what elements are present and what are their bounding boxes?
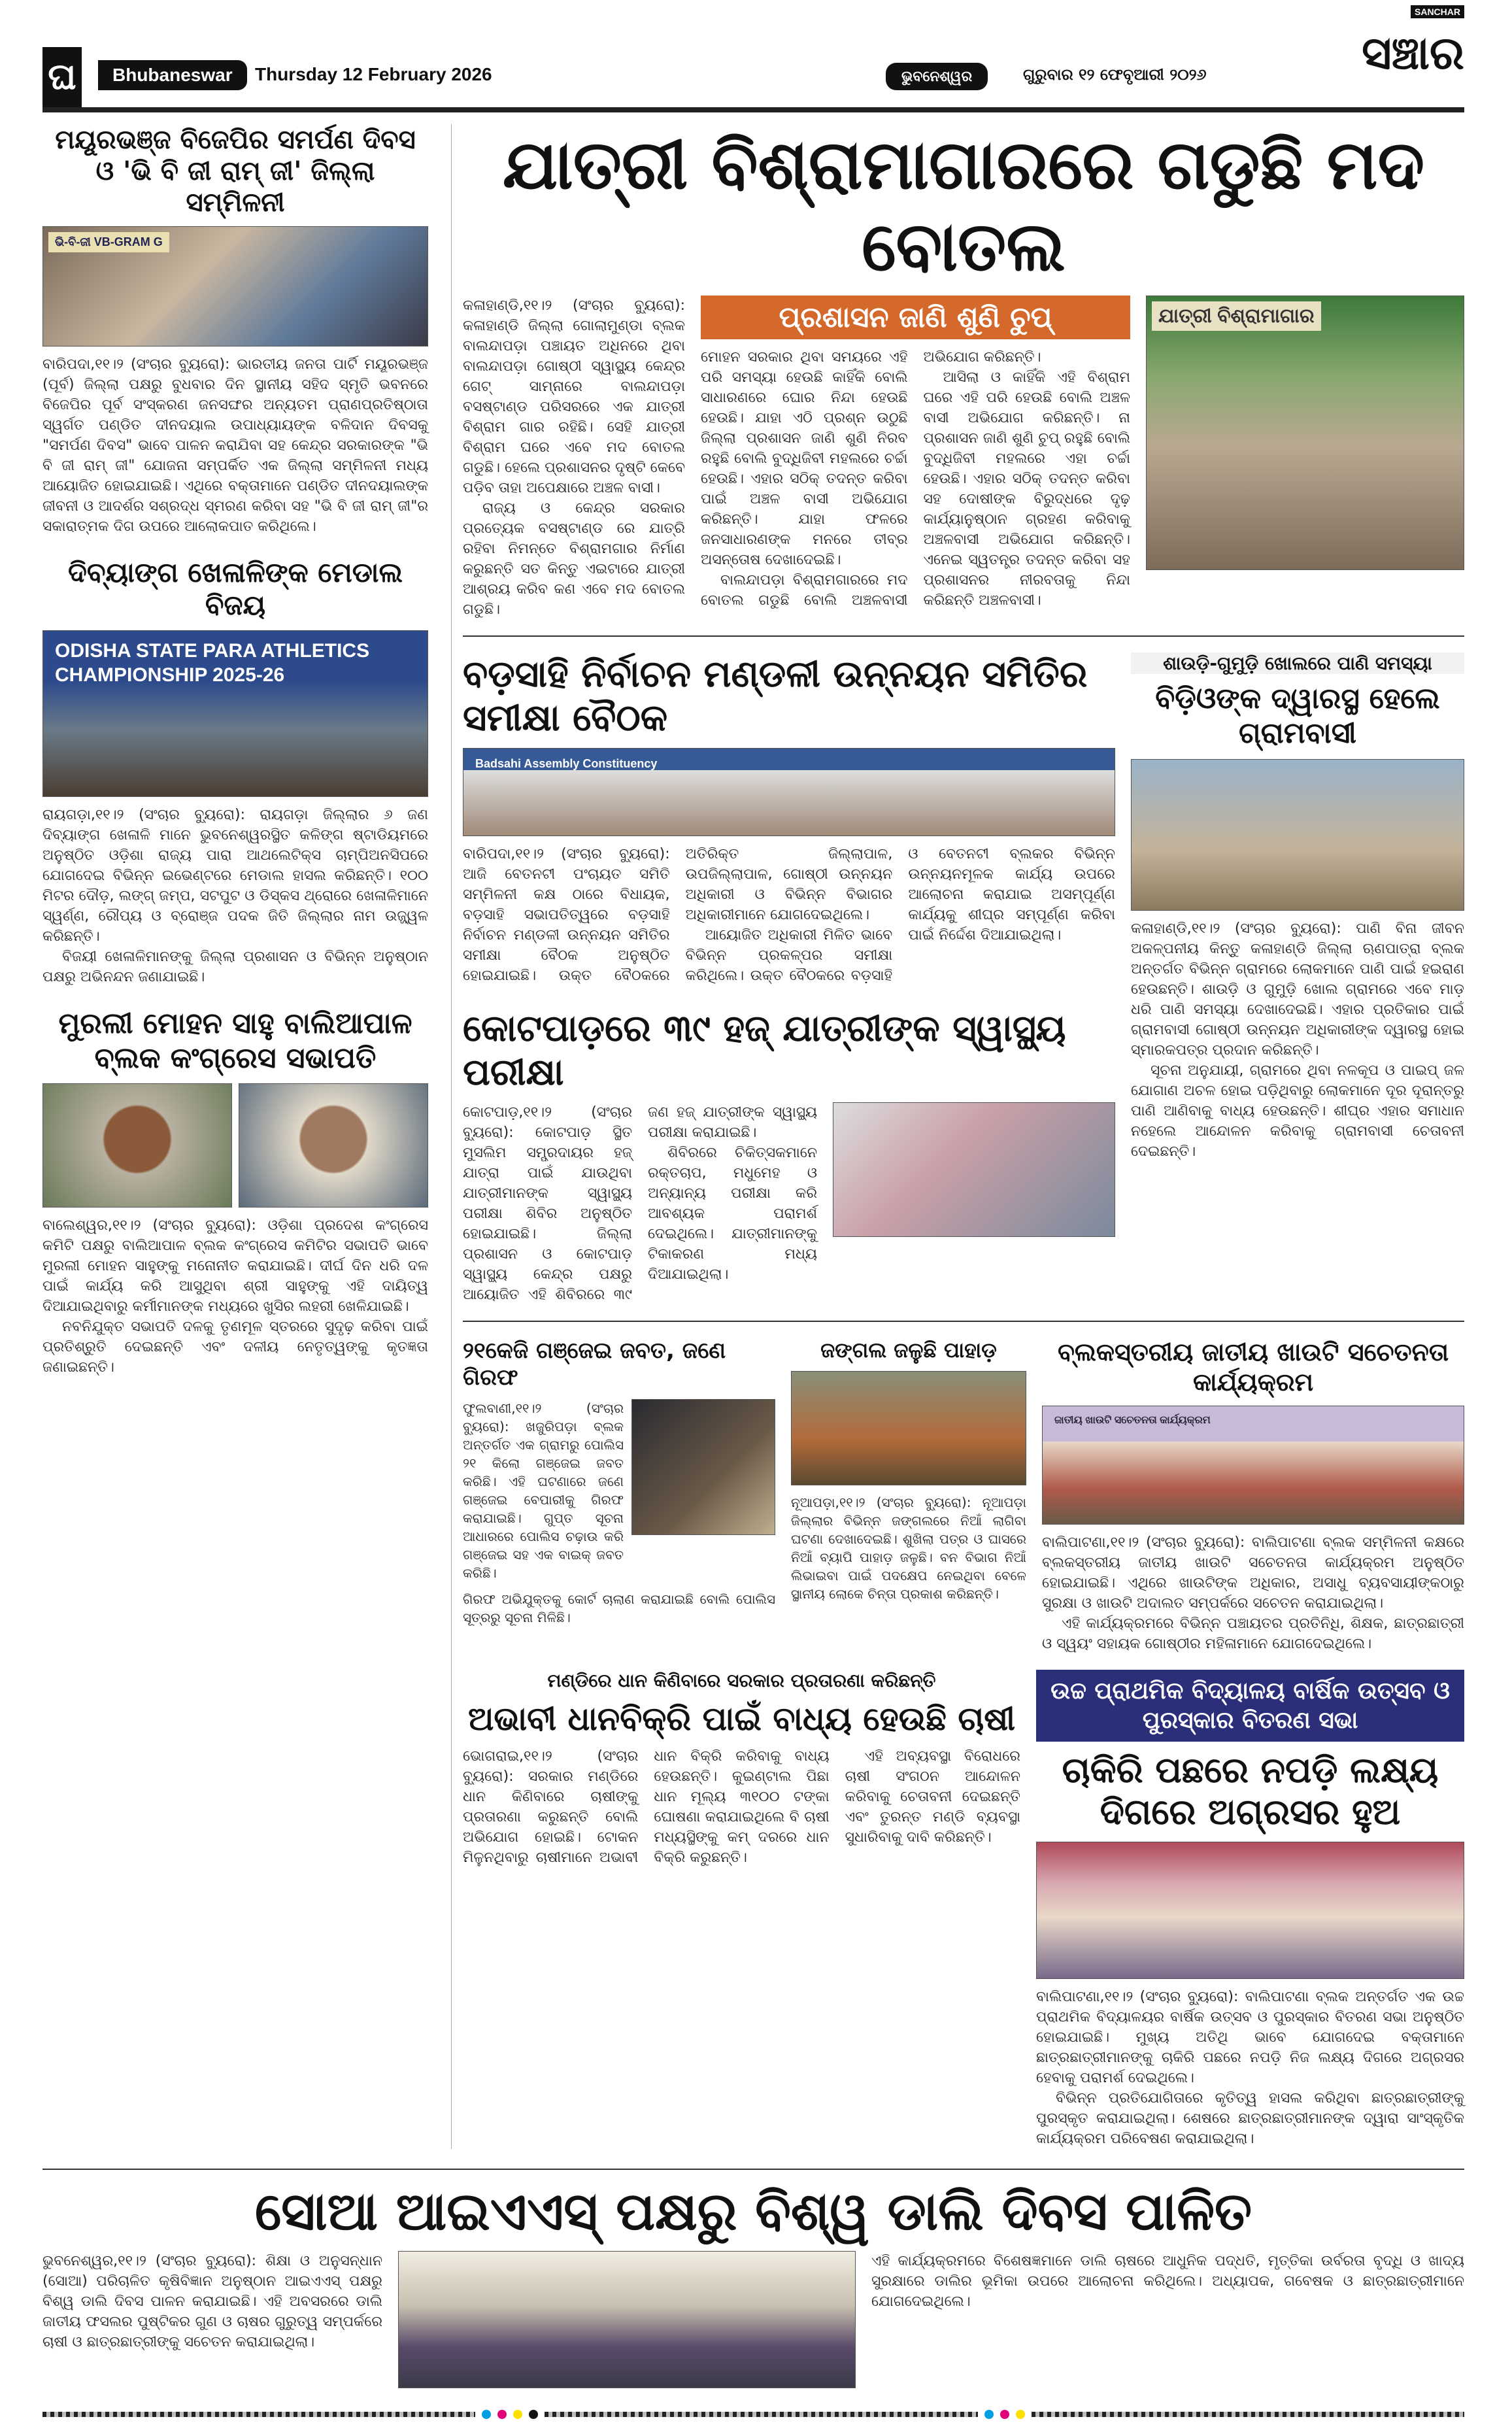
article-body-water [1131, 919, 1464, 1162]
page-number: ଘ [42, 47, 82, 107]
paragraph: ଗିରଫ ଅଭିଯୁକ୍ତକୁ କୋର୍ଟ ଚାଲାଣ କରାଯାଇଛି ବୋଲି ପୋଲିସ ସୂତ୍ରରୁ ସୂଚନା ମିଳିଛି। [463, 1591, 775, 1625]
paragraph: କୋଟପାଡ଼,୧୧।୨ (ସଂଚାର ବ୍ୟୁରୋ): କୋଟପାଡ଼ ସ୍ଥିତ ମୁସଲିମ ସମ୍ପ୍ରଦାୟର ହଜ୍ ଯାତ୍ରା ପାଇଁ ଯାଉଥିବା ଯାତ୍ରୀମାନଙ୍କ ସ୍ୱାସ୍ଥ୍ୟ ପରୀକ୍ଷା ଶିବିର ଅନୁଷ୍ଠିତ ହୋଇଯାଇଛି। ଜିଲ୍ଲା ପ୍ରଶାସନ ଓ କୋଟପାଡ଼ ସ୍ୱାସ୍ଥ୍ୟ କେନ୍ଦ୍ର ପକ୍ଷରୁ ଆୟୋଜିତ ଏହି ଶିବିରରେ ୩୯ ଜଣ ହଜ୍ ଯାତ୍ରୀଙ୍କ ସ୍ୱାସ୍ଥ୍ୟ ପରୀକ୍ଷା କରାଯାଇଛି। [463, 1104, 817, 1304]
article-murali [42, 1007, 428, 1378]
paragraph: ମୋହନ ସରକାର ଥିବା ସମୟରେ ଏହି ପରି ସମସ୍ୟା ହେଉଛି କାହିଁକି ବୋଲି ସାଧାରଣରେ ଘୋର ନିନ୍ଦା ହେଉଛି ହେଉଛି। ଯାହା ଏଠି ପ୍ରଶ୍ନ ଉଠୁଛି ଜିଲ୍ଲା ପ୍ରଶାସନ ଜାଣି ଶୁଣି ନିରବ ରହୁଛି ବୋଲି ବୁଦ୍ଧିଜିବୀ ମହଲରେ ଚର୍ଚ୍ଚା ହେଉଛି। ଏହାର ସଠିକ୍ ତଦନ୍ତ କରିବା ପାଇଁ ଅଞ୍ଚଳ ବାସୀ ଅଭିଯୋଗ କରିଛନ୍ତି। ଯାହା ଫଳରେ ଜନସାଧାରଣଙ୍କ ମନରେ ତୀବ୍ର ଅସନ୍ତୋଷ ଦେଖାଦେଇଛି। [701, 348, 908, 568]
section-rule [463, 1321, 1464, 1322]
article-body-lead-col2 [701, 347, 1130, 611]
photo-kotpad [833, 1102, 1115, 1237]
article-body-soa-1 [42, 2251, 382, 2352]
article-body-badsahi [463, 844, 1115, 986]
photo-water [1131, 759, 1464, 911]
paragraph: ବାଲନ୍ଦାପଡ଼ା ବିଶ୍ରାମଗାରରେ ମଦ ବୋତଲ ଗଡୁଛି ବୋଲି ଅଞ୍ଚଳବାସୀ ଅଭିଯୋଗ କରିଛନ୍ତି। [701, 348, 1041, 609]
article-school [1036, 1670, 1464, 2150]
paragraph: ରାୟଗଡ଼ା,୧୧।୨ (ସଂଚାର ବ୍ୟୁରୋ): ରାୟଗଡ଼ା ଜିଲ୍ଲାର ୬ ଜଣ ଦିବ୍ୟାଙ୍ଗ ଖେଳାଳି ମାନେ ଭୁବନେଶ୍ୱରସ୍ଥିତ କଳିଙ୍ଗ ଷ୍ଟାଡିୟମରେ ଅନୁଷ୍ଠିତ ଓଡ଼ିଶା ରାଜ୍ୟ ପାରା ଆଥଲେଟିକ୍ସ ଚାମ୍ପିଅନସିପରେ ଯୋଗଦେଇ ବିଭିନ୍ନ ଇଭେଣ୍ଟରେ ମେଡାଲ ହାସଲ କରିଛନ୍ତି। ୧୦୦ ମିଟର ଦୌଡ଼, ଲଙ୍ଗ୍ ଜମ୍ପ, ସଟପୁଟ ଓ ଡିସ୍କସ ଥ୍ରୋରେ ଖେଳାଳିମାନେ ସ୍ୱର୍ଣ୍ଣ, ରୌପ୍ୟ ଓ ବ୍ରୋଞ୍ଜ ପଦକ ଜିତି ଜିଲ୍ଲାର ନାମ ଉଜ୍ଜ୍ୱଳ କରିଛନ୍ତି। [42, 806, 428, 945]
headline-bjp: ମୟୂରଭଞ୍ଜ ବିଜେପିର ସମର୍ପଣ ଦିବସ ଓ 'ଭି ବି ଜୀ ରାମ୍ ଜୀ' ଜିଲ୍ଲା ସମ୍ମିଳନୀ [55, 125, 416, 218]
headline-ganja: ୨୧କେଜି ଗଞ୍ଜେଇ ଜବତ, ଜଣେ ଗିରଫ [463, 1338, 726, 1391]
gray-scale-strip [1032, 2412, 1464, 2417]
article-body-para [42, 805, 428, 987]
article-consumer [1042, 1338, 1464, 1653]
paragraph: ବାରିପଦା,୧୧।୨ (ସଂଚାର ବ୍ୟୁରୋ): ଆଜି ବେତନଟୀ ପଂଚାୟତ ସମିତି ସମ୍ମିଳନୀ କକ୍ଷ ଠାରେ ବିଧାୟକ, ବଡ଼ସାହି ସଭାପତିତ୍ୱରେ ବଡ଼ସାହି ନିର୍ବାଚନ ମଣ୍ଡଳୀ ଉନ୍ନୟନ ସମିତିର ସମୀକ୍ଷା ବୈଠକ ଅନୁଷ୍ଠିତ ହୋଇଯାଇଛି। ଉକ୍ତ ବୈଠକରେ ଅତିରିକ୍ତ ଜିଲ୍ଲାପାଳ, ଉପଜିଲ୍ଲାପାଳ, ଗୋଷ୍ଠୀ ଉନ୍ନୟନ ଅଧିକାରୀ ଓ ବିଭିନ୍ନ ବିଭାଗର ଅଧିକାରୀମାନେ ଯୋଗଦେଇଥିଲେ। [463, 845, 893, 984]
edition-city-en: Bhubaneswar [98, 60, 247, 90]
photo-banner: ଯାତ୍ରୀ ବିଶ୍ରାମାଗାର [1152, 301, 1321, 331]
headline-consumer: ବ୍ଲକସ୍ତରୀୟ ଜାତୀୟ ଖାଉଟି ସଚେତନତା କାର୍ଯ୍ୟକ୍ରମ [1057, 1338, 1449, 1396]
article-body-kotpad [463, 1102, 817, 1305]
page-body [42, 124, 1464, 2149]
article-forest [791, 1338, 1026, 1602]
logo-subtitle: SANCHAR [1411, 5, 1464, 18]
paragraph: ଶିବିରରେ ଚିକିତ୍ସକମାନେ ରକ୍ତଚାପ, ମଧୁମେହ ଓ ଅନ୍ୟାନ୍ୟ ପରୀକ୍ଷା କରି ଆବଶ୍ୟକ ପରାମର୍ଶ ଦେଇଥିଲେ। ଯାତ୍ରୀମାନଙ୍କୁ ଟିକାକରଣ ମଧ୍ୟ ଦିଆଯାଇଥିଲା। [648, 1145, 817, 1283]
edition-city-or: ଭୁବନେଶ୍ୱର [886, 63, 988, 90]
header-rule [42, 107, 1464, 112]
paragraph: ଆସିଲା ଓ କାହିଁକି ଏହି ବିଶ୍ରାମ ଘରେ ଏହି ପରି ହେଉଛି ବୋଲି ଅଞ୍ଚଳ ବାସୀ ଅଭିଯୋଗ କରିଛନ୍ତି। ନା ପ୍ରଶାସନ ଜାଣି ଶୁଣି ଚୁପ୍ ରହୁଛି ବୋଲି ବୁଦ୍ଧିଜିବୀ ମହଲରେ ଏହା ଚର୍ଚ୍ଚା ହେଉଛି। ଏହାର ସଠିକ୍ ତଦନ୍ତ କରିବା ସହ ଦୋଷୀଙ୍କ ବିରୁଦ୍ଧରେ ଦୃଢ଼ କାର୍ଯ୍ୟାନୁଷ୍ଠାନ ଗ୍ରହଣ କରିବାକୁ ଅଞ୍ଚଳବାସୀ ଅଭିଯୋଗ କରିଛନ୍ତି। ଏନେଇ ସ୍ୱତନ୍ତ୍ର ତଦନ୍ତ କରିବା ସହ ପ୍ରଶାସନର ନୀରବତାକୁ ନିନ୍ଦା କରିଛନ୍ତି ଅଞ୍ଚଳବାସୀ। [923, 369, 1130, 609]
paragraph: ଭୁବନେଶ୍ୱର,୧୧।୨ (ସଂଚାର ବ୍ୟୁରୋ): ଶିକ୍ଷା ଓ ଅନୁସନ୍ଧାନ (ସୋଆ) ପରିଚାଳିତ କୃଷିବିଜ୍ଞାନ ଅନୁଷ୍ଠାନ ଆଇଏଏସ୍ ପକ୍ଷରୁ ବିଶ୍ୱ ଡାଲି ଦିବସ ପାଳନ କରାଯାଇଛି। ଏହି ଅବସରରେ ଡାଲି ଜାତୀୟ ଫସଲର ପୁଷ୍ଟିକର ଗୁଣ ଓ ଚାଷର ଗୁରୁତ୍ୱ ସମ୍ପର୍କରେ ଚାଷୀ ଓ ଛାତ୍ରଛାତ୍ରୀଙ୍କୁ ସଚେତନ କରାଯାଇଥିଲା। [42, 2253, 382, 2351]
photo-forest [791, 1371, 1026, 1485]
banner-school: ଉଚ୍ଚ ପ୍ରାଥମିକ ବିଦ୍ୟାଳୟ ବାର୍ଷିକ ଉତ୍ସବ ଓ ପୁରସ୍କାର ବିତରଣ ସଭା [1036, 1670, 1464, 1742]
paragraph: ଏହି କାର୍ଯ୍ୟକ୍ରମରେ ବିଭିନ୍ନ ପଞ୍ଚାୟତର ପ୍ରତିନିଧି, ଶିକ୍ଷକ, ଛାତ୍ରଛାତ୍ରୀ ଓ ସ୍ୱୟଂ ସହାୟକ ଗୋଷ୍ଠୀର ମହିଳାମାନେ ଯୋଗଦେଇଥିଲେ। [1042, 1615, 1464, 1652]
black-dot [529, 2410, 538, 2419]
cyan-dot [984, 2410, 994, 2419]
gray-scale-strip [42, 2412, 475, 2417]
photo-banner: ଜାତୀୟ ଖାଉଟି ସଚେତନତା କାର୍ଯ୍ୟକ୍ରମ [1054, 1414, 1211, 1426]
article-body-ganja-2 [463, 1590, 775, 1627]
article-body-murali [42, 1215, 428, 1378]
paragraph: କଳାହାଣ୍ଡି,୧୧।୨ (ସଂଚାର ବ୍ୟୁରୋ): ପାଣି ବିନା ଜୀବନ ଅକଳ୍ପନୀୟ କିନ୍ତୁ କଳାହାଣ୍ଡି ଜିଲ୍ଲା ଋଣପାତ୍ରା ବ୍ଲକ ଅନ୍ତର୍ଗତ ବିଭିନ୍ନ ଗ୍ରାମରେ ଲୋକମାନେ ପାଣି ପାଇଁ ହଇରାଣ ହେଉଛନ୍ତି। ଶାଉଡ଼ି ଓ ଗୁମୁଡ଼ି ଖୋଲ ଗ୍ରାମରେ ଏବେ ମାଡ଼ ଧରି ପାଣି ସମସ୍ୟା ଦେଖାଦେଇଛି। ଏହାର ପ୍ରତିକାର ପାଇଁ ଗ୍ରାମବାସୀ ଗୋଷ୍ଠୀ ଉନ୍ନୟନ ଅଧିକାରୀଙ୍କ ଦ୍ୱାରସ୍ଥ ହୋଇ ସ୍ମାରକପତ୍ର ପ୍ରଦାନ କରିଛନ୍ତି। [1131, 920, 1464, 1058]
article-para [42, 556, 428, 987]
headline-forest: ଜଙ୍ଗଲ ଜଳୁଛି ପାହାଡ଼ [820, 1338, 997, 1363]
headline-soa: ସୋଆ ଆଇଏଏସ୍ ପକ୍ଷରୁ ବିଶ୍ୱ ଡାଲି ଦିବସ ପାଳିତ [254, 2181, 1252, 2242]
paragraph: ବାରିପଦା,୧୧।୨ (ସଂଚାର ବ୍ୟୁରୋ): ଭାରତୀୟ ଜନତା ପାର୍ଟି ମୟୂରଭଞ୍ଜ (ପୂର୍ବ) ଜିଲ୍ଲା ପକ୍ଷରୁ ବୁଧବାର ଦିନ ସ୍ଥାନୀୟ ସହିଦ ସ୍ମୃତି ଭବନରେ ବିଜେପିର ପୂର୍ବ ସଂସ୍କରଣ ଜନସଙ୍ଘର ଅନ୍ୟତମ ପ୍ରାଣପ୍ରତିଷ୍ଠାତା ସ୍ୱର୍ଗତ ପଣ୍ଡିତ ଦୀନଦୟାଲ ଉପାଧ୍ୟାୟଙ୍କ ବଳିଦାନ ଦିବସକୁ "ସମର୍ପଣ ଦିବସ" ଭାବେ ପାଳନ କରାଯିବା ସହ କେନ୍ଦ୍ର ସରକାରଙ୍କ "ଭି ବି ଜୀ ରାମ୍ ଜୀ" ଯୋଜନା ସମ୍ପର୍କିତ ଏକ ଜିଲ୍ଲା ସମ୍ମିଳନୀ ମଧ୍ୟ ଆୟୋଜିତ ହୋଇଯାଇଛି। ଏଥିରେ ବକ୍ତାମାନେ ପଣ୍ଡିତ ଦୀନଦୟାଲଙ୍କ ଜୀବନୀ ଓ ଆଦର୍ଶର ସଶ୍ରଦ୍ଧ ସ୍ମରଣ କରିବା ସହ "ଭି ବି ଜୀ ରାମ୍ ଜୀ"ର ସକାରାତ୍ମକ ଦିଗ ଉପରେ ଆଲୋକପାତ କରିଥିଲେ। [42, 356, 428, 535]
article-body-forest [791, 1493, 1026, 1603]
headline-water: ବିଡ଼ିଓଙ୍କ ଦ୍ୱାରସ୍ଥ ହେଲେ ଗ୍ରାମବାସୀ [1155, 682, 1440, 750]
photo-bjp [42, 226, 428, 347]
photo-banner: ODISHA STATE PARA ATHLETICS CHAMPIONSHIP 2025-26 [55, 639, 370, 686]
date-or: ଗୁରୁବାର ୧୨ ଫେବୃଆରୀ ୨୦୨୬ [1023, 65, 1207, 84]
article-kotpad [463, 1007, 1115, 1305]
cyan-dot [482, 2410, 491, 2419]
article-body-bjp [42, 354, 428, 537]
article-body-lead-col1 [463, 296, 685, 620]
photo-badsahi [463, 748, 1115, 836]
gray-scale-strip [545, 2412, 977, 2417]
photo-murali-2 [239, 1083, 428, 1208]
article-body-ganja [463, 1399, 624, 1582]
headline-lead: ଯାତ୍ରୀ ବିଶ୍ରାମାଗାରରେ ଗଡୁଛି ମଦ ବୋତଲ [502, 125, 1425, 286]
paragraph: ନୂଆପଡ଼ା,୧୧।୨ (ସଂଚାର ବ୍ୟୁରୋ): ନୂଆପଡ଼ା ଜିଲ୍ଲାର ବିଭିନ୍ନ ଜଙ୍ଗଲରେ ନିଆଁ ଲାଗିବା ଘଟଣା ଦେଖାଦେଇଛି। ଶୁଖିଲା ପତ୍ର ଓ ଘାସରେ ନିଆଁ ବ୍ୟାପି ପାହାଡ଼ ଜଳୁଛି। ବନ ବିଭାଗ ନିଆଁ ଲିଭାଇବା ପାଇଁ ପଦକ୍ଷେପ ନେଇଥିବା ବେଳେ ସ୍ଥାନୀୟ ଲୋକେ ଚିନ୍ତା ପ୍ରକାଶ କରିଛନ୍ତି। [791, 1494, 1026, 1602]
photo-consumer [1042, 1406, 1464, 1525]
paragraph: ଆୟୋଜିତ ଅଧିକାରୀ ମିଳିତ ଭାବେ ବିଭିନ୍ନ ପ୍ରକଳ୍ପର ସମୀକ୍ଷା କରିଥିଲେ। ଉକ୍ତ ବୈଠକରେ ବଡ଼ସାହି ଓ ବେତନଟୀ ବ୍ଲକର ବିଭିନ୍ନ ଉନ୍ନୟନମୂଳକ କାର୍ଯ୍ୟ ଉପରେ ଆଲୋଚନା କରାଯାଇ ଅସମ୍ପୂର୍ଣ୍ଣ କାର୍ଯ୍ୟକୁ ଶୀଘ୍ର ସମ୍ପୂର୍ଣ୍ଣ କରିବା ପାଇଁ ନିର୍ଦ୍ଦେଶ ଦିଆଯାଇଥିଲା। [685, 845, 1115, 984]
article-paddy [463, 1670, 1020, 1868]
section-rule [463, 635, 1464, 637]
headline-kotpad: କୋଟପାଡ଼ରେ ୩୯ ହଜ୍ ଯାତ୍ରୀଙ୍କ ସ୍ୱାସ୍ଥ୍ୟ ପରୀକ୍ଷା [463, 1007, 1066, 1094]
masthead [42, 0, 1464, 112]
headline-para: ଦିବ୍ୟାଙ୍ଗ ଖେଳାଳିଙ୍କ ମେଡାଲ ବିଜୟ [68, 556, 403, 622]
headline-murali: ମୁରଲୀ ମୋହନ ସାହୁ ବାଲିଆପାଳ ବ୍ଲକ କଂଗ୍ରେସ ସଭାପତି [58, 1006, 412, 1075]
kicker-water: ଶାଉଡ଼ି-ଗୁମୁଡ଼ି ଖୋଲରେ ପାଣି ସମସ୍ୟା [1131, 652, 1464, 675]
photo-murali-1 [42, 1083, 232, 1208]
paragraph: ଫୁଲବାଣୀ,୧୧।୨ (ସଂଚାର ବ୍ୟୁରୋ): ଖଜୁରିପଡ଼ା ବ୍ଲକ ଅନ୍ତର୍ଗତ ଏକ ଗ୍ରାମରୁ ପୋଲିସ ୨୧ କିଲୋ ଗଞ୍ଜେଇ ଜବତ କରିଛି। ଏହି ଘଟଣାରେ ଜଣେ ଗଞ୍ଜେଇ ବେପାରୀକୁ ଗିରଫ କରାଯାଇଛି। ଗୁପ୍ତ ସୂଚନା ଆଧାରରେ ପୋଲିସ ଚଢ଼ାଉ କରି ଗଞ୍ଜେଇ ସହ ଏକ ବାଇକ୍ ଜବତ କରିଛି। [463, 1400, 624, 1581]
subhead-lead: ପ୍ରଶାସନ ଜାଣି ଶୁଣି ଚୁପ୍ [701, 296, 1130, 339]
photo-ganja [631, 1399, 775, 1535]
yellow-dot [513, 2410, 522, 2419]
photo-para [42, 630, 428, 797]
article-body-paddy [463, 1746, 1020, 1868]
article-badsahi [463, 652, 1115, 986]
yellow-dot [1016, 2410, 1025, 2419]
paragraph: ଏହି ଅବ୍ୟବସ୍ଥା ବିରୋଧରେ ଚାଷୀ ସଂଗଠନ ଆନ୍ଦୋଳନ କରିବାକୁ ଚେତାବନୀ ଦେଇଛନ୍ତି ଏବଂ ତୁରନ୍ତ ମଣ୍ଡି ବ୍ୟବସ୍ଥା ସୁଧାରିବାକୁ ଦାବି କରିଛନ୍ତି। [845, 1748, 1020, 1846]
date-en: Thursday 12 February 2026 [255, 64, 492, 84]
masthead-logo: ସଞ୍ଚାର [1362, 26, 1464, 80]
headline-school: ଚାକିରି ପଛରେ ନପଡ଼ି ଲକ୍ଷ୍ୟ ଦିଗରେ ଅଗ୍ରସର ହୁଅ [1062, 1749, 1439, 1833]
paragraph: ବାଲିପାଟଣା,୧୧।୨ (ସଂଚାର ବ୍ୟୁରୋ): ବାଲିପାଟଣା ବ୍ଲକ ସମ୍ମିଳନୀ କକ୍ଷରେ ବ୍ଲକସ୍ତରୀୟ ଜାତୀୟ ଖାଉଟି ସଚେତନତା କାର୍ଯ୍ୟକ୍ରମ ଅନୁଷ୍ଠିତ ହୋଇଯାଇଛି। ଏଥିରେ ଖାଉଟିଙ୍କ ଅଧିକାର, ଅସାଧୁ ବ୍ୟବସାୟୀଙ୍କଠାରୁ ସୁରକ୍ଷା ଓ ଖାଉଟି ଅଦାଲତ ସମ୍ପର୍କରେ ସଚେତନ କରାଯାଇଥିଲା। [1042, 1534, 1464, 1612]
article-body-soa-2 [871, 2251, 1464, 2312]
paragraph: ବିଭିନ୍ନ ପ୍ରତିଯୋଗିତାରେ କୃତିତ୍ୱ ହାସଲ କରିଥିବା ଛାତ୍ରଛାତ୍ରୀଙ୍କୁ ପୁରସ୍କୃତ କରାଯାଇଥିଲା। ଶେଷରେ ଛାତ୍ରଛାତ୍ରୀମାନଙ୍କ ଦ୍ୱାରା ସାଂସ୍କୃତିକ କାର୍ଯ୍ୟକ୍ରମ ପରିବେଷଣ କରାଯାଇଥିଲା। [1036, 2090, 1464, 2148]
paragraph: କଳାହାଣ୍ଡି,୧୧।୨ (ସଂଚାର ବ୍ୟୁରୋ): କଳାହାଣ୍ଡି ଜିଲ୍ଲା ଗୋଲାମୁଣ୍ଡା ବ୍ଲକ ବାଲନ୍ଦାପଡ଼ା ପଞ୍ଚାୟତ ଅଧିନରେ ଥିବା ବାଲନ୍ଦାପଡ଼ା ଗୋଷ୍ଠୀ ସ୍ୱାସ୍ଥ୍ୟ କେନ୍ଦ୍ର ଗେଟ୍ ସାମ୍ନାରେ ବାଲନ୍ଦାପଡ଼ା ବସଷ୍ଟାଣ୍ଡ ପରିସରରେ ଏକ ଯାତ୍ରୀ ବିଶ୍ରାମ ଗାର ରହିଛି। ସେହି ଯାତ୍ରୀ ବିଶ୍ରାମ ଘରେ ଏବେ ମଦ ବୋତଲ ଗଡୁଛି। ହେଲେ ପ୍ରଶାସନର ଦୃଷ୍ଟି କେବେ ପଡ଼ିବ ତାହା ଅପେକ୍ଷାରେ ଅଞ୍ଚଳ ବାସୀ। [463, 297, 685, 496]
article-ganja [463, 1338, 775, 1627]
paragraph: ସୂଚନା ଅନୁଯାୟୀ, ଗ୍ରାମରେ ଥିବା ନଳକୂପ ଓ ପାଇପ୍ ଜଳ ଯୋଗାଣ ଅଚଳ ହୋଇ ପଡ଼ିଥିବାରୁ ଲୋକମାନେ ଦୂର ଦୂରାନ୍ତରୁ ପାଣି ଆଣିବାକୁ ବାଧ୍ୟ ହେଉଛନ୍ତି। ଶୀଘ୍ର ଏହାର ସମାଧାନ ନହେଲେ ଆନ୍ଦୋଳନ କରିବାକୁ ଗ୍ରାମବାସୀ ଚେତାବନୀ ଦେଇଛନ୍ତି। [1131, 1062, 1464, 1160]
article-body-consumer [1042, 1532, 1464, 1654]
article-bjp [42, 124, 428, 537]
paragraph: ଏହି କାର୍ଯ୍ୟକ୍ରମରେ ବିଶେଷଜ୍ଞମାନେ ଡାଲି ଚାଷରେ ଆଧୁନିକ ପଦ୍ଧତି, ମୃତ୍ତିକା ଉର୍ବରତା ବୃଦ୍ଧି ଓ ଖାଦ୍ୟ ସୁରକ୍ଷାରେ ଡାଲିର ଭୂମିକା ଉପରେ ଆଲୋଚନା କରିଥିଲେ। ଅଧ୍ୟାପକ, ଗବେଷକ ଓ ଛାତ୍ରଛାତ୍ରୀମାନେ ଯୋଗଦେଇଥିଲେ। [871, 2253, 1464, 2310]
photo-soa [398, 2251, 856, 2388]
article-body-school [1036, 1987, 1464, 2149]
photo-banner: ଭି-ବି-ଜୀ VB-GRAM G [48, 232, 169, 252]
magenta-dot [497, 2410, 507, 2419]
left-column [42, 124, 428, 2149]
paragraph: ବିଜୟୀ ଖେଳାଳିମାନଙ୍କୁ ଜିଲ୍ଲା ପ୍ରଶାସନ ଓ ବିଭିନ୍ନ ଅନୁଷ୍ଠାନ ପକ୍ଷରୁ ଅଭିନନ୍ଦନ ଜଣାଯାଇଛି। [42, 948, 428, 985]
photo-lead [1146, 296, 1464, 570]
paragraph: ବାଲିପାଟଣା,୧୧।୨ (ସଂଚାର ବ୍ୟୁରୋ): ବାଲିପାଟଣା ବ୍ଲକ ଅନ୍ତର୍ଗତ ଏକ ଉଚ୍ଚ ପ୍ରାଥମିକ ବିଦ୍ୟାଳୟର ବାର୍ଷିକ ଉତ୍ସବ ଓ ପୁରସ୍କାର ବିତରଣ ସଭା ଅନୁଷ୍ଠିତ ହୋଇଯାଇଛି। ମୁଖ୍ୟ ଅତିଥି ଭାବେ ଯୋଗଦେଇ ବକ୍ତାମାନେ ଛାତ୍ରଛାତ୍ରୀମାନଙ୍କୁ ଚାକିରି ପଛରେ ନପଡ଼ି ନିଜ ଲକ୍ଷ୍ୟ ଦିଗରେ ଅଗ୍ରସର ହେବାକୁ ପରାମର୍ଶ ଦେଇଥିଲେ। [1036, 1989, 1464, 2087]
paragraph: ଭୋଗରାଇ,୧୧।୨ (ସଂଚାର ବ୍ୟୁରୋ): ସରକାର ମଣ୍ଡିରେ ଧାନ କିଣିବାରେ ଚାଷୀଙ୍କୁ ପ୍ରତାରଣା କରୁଛନ୍ତି ବୋଲି ଅଭିଯୋଗ ହୋଇଛି। ଟୋକନ ମିଳୁନଥିବାରୁ ଚାଷୀମାନେ ଅଭାବୀ ଧାନ ବିକ୍ରି କରିବାକୁ ବାଧ୍ୟ ହେଉଛନ୍ତି। କୁଇଣ୍ଟାଲ ପିଛା ଧାନ ମୂଲ୍ୟ ୩୧୦୦ ଟଙ୍କା ଘୋଷଣା କରାଯାଇଥିଲେ ବି ଚାଷୀ ମଧ୍ୟସ୍ଥିଙ୍କୁ କମ୍ ଦରରେ ଧାନ ବିକ୍ରି କରୁଛନ୍ତି। [463, 1748, 830, 1867]
right-area [451, 124, 1464, 2149]
magenta-dot [1000, 2410, 1009, 2419]
headline-badsahi: ବଡ଼ସାହି ନିର୍ବାଚନ ମଣ୍ଡଳୀ ଉନ୍ନୟନ ସମିତିର ସମୀକ୍ଷା ବୈଠକ [463, 652, 1088, 739]
kicker-paddy: ମଣ୍ଡିରେ ଧାନ କିଣିବାରେ ସରକାର ପ୍ରତାରଣା କରିଛନ୍ତି [547, 1669, 936, 1691]
paragraph: ବାଲେଶ୍ୱର,୧୧।୨ (ସଂଚାର ବ୍ୟୁରୋ): ଓଡ଼ିଶା ପ୍ରଦେଶ କଂଗ୍ରେସ କମିଟି ପକ୍ଷରୁ ବାଲିଆପାଳ ବ୍ଲକ କଂଗ୍ରେସ କମିଟିର ସଭାପତି ଭାବେ ମୁରଲୀ ମୋହନ ସାହୁଙ୍କୁ ମନୋନୀତ କରାଯାଇଛି। ଦୀର୍ଘ ଦିନ ଧରି ଦଳ ପାଇଁ କାର୍ଯ୍ୟ କରି ଆସୁଥିବା ଶ୍ରୀ ସାହୁଙ୍କୁ ଏହି ଦାୟିତ୍ୱ ଦିଆଯାଇଥିବାରୁ କର୍ମୀମାନଙ୍କ ମଧ୍ୟରେ ଖୁସିର ଲହରୀ ଖେଳିଯାଇଛି। [42, 1217, 428, 1315]
paragraph: ନବନିଯୁକ୍ତ ସଭାପତି ଦଳକୁ ତୃଣମୂଳ ସ୍ତରରେ ସୁଦୃଢ଼ କରିବା ପାଇଁ ପ୍ରତିଶ୍ରୁତି ଦେଇଛନ୍ତି ଏବଂ ଦଳୀୟ ନେତୃତ୍ୱଙ୍କୁ କୃତଜ୍ଞତା ଜଣାଇଛନ୍ତି। [42, 1319, 428, 1376]
paragraph: ରାଜ୍ୟ ଓ କେନ୍ଦ୍ର ସରକାର ପ୍ରତ୍ୟେକ ବସଷ୍ଟାଣ୍ଡ ରେ ଯାତ୍ରି ରହିବା ନିମନ୍ତେ ବିଶ୍ରାମଗାର ନିର୍ମାଣ କରୁଛନ୍ତି ସତ କିନ୍ତୁ ଏଇଟାରେ ଯାତ୍ରୀ ଆଶ୍ରୟ କରିବ କଣ ଏବେ ମଦ ବୋତଲ ଗଡୁଛି। [463, 499, 685, 618]
article-soa [42, 2169, 1464, 2388]
photo-school [1036, 1842, 1464, 1979]
article-water [1131, 652, 1464, 1162]
photo-banner: Badsahi Assembly Constituency [475, 756, 658, 770]
article-lead [463, 124, 1464, 620]
headline-paddy: ଅଭାବୀ ଧାନବିକ୍ରି ପାଇଁ ବାଧ୍ୟ ହେଉଛି ଚାଷୀ [467, 1700, 1016, 1738]
color-registration-bar [42, 2408, 1464, 2421]
